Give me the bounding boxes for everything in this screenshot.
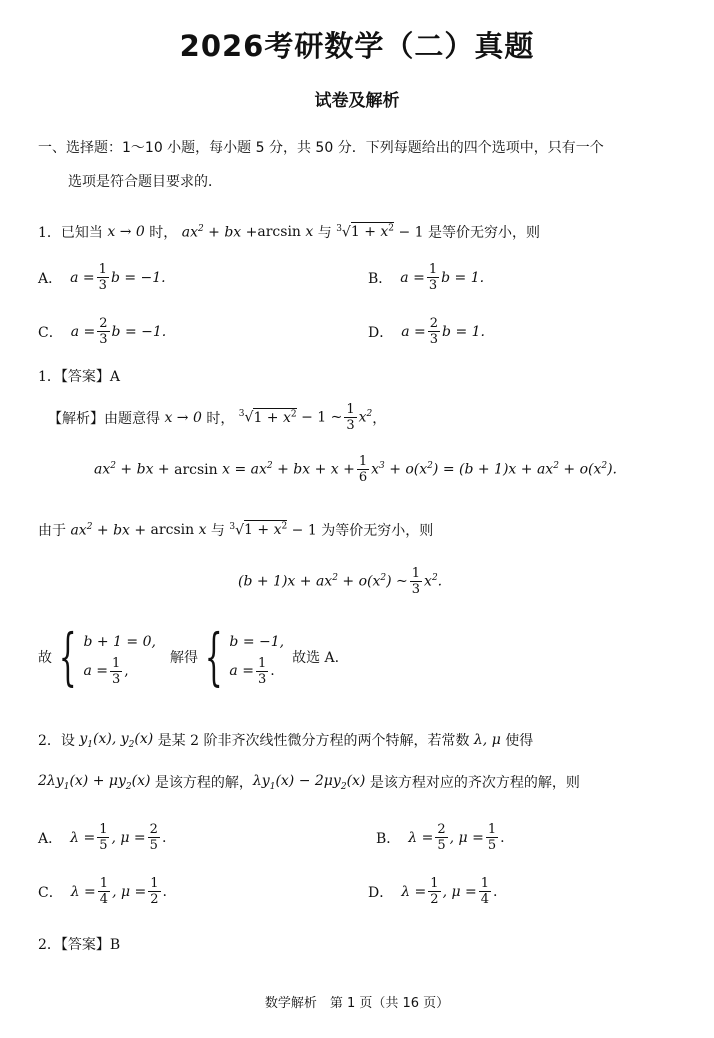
q1-option-a[interactable]: A． a = $\frac{1}{3}$ b = −1. (38, 262, 166, 293)
q2-option-b-label: B． (376, 830, 401, 847)
q1-cuberoot: $^3√1 + x^2 - 1$ (336, 223, 429, 241)
q1-answer-value: A (109, 369, 121, 385)
q2-option-b[interactable]: B． λ = $\frac{2}{5}$ , μ = $\frac{1}{5}$ . (376, 822, 505, 853)
q1-option-b[interactable]: B． a = $\frac{1}{3}$ b = 1. (368, 262, 485, 293)
q2-line2-suffix: 是该方程对应的齐次方程的解，则 (369, 775, 580, 791)
q1-system-1: b + 1 = 0, a = $\frac{1}{3}$ , (83, 633, 156, 687)
q2-option-c[interactable]: C． λ = $\frac{1}{4}$ , μ = $\frac{1}{2}$ . (38, 876, 167, 907)
q1-x: x (300, 224, 318, 240)
section-heading-line2: 选项是符合题目要求的． (68, 174, 222, 190)
q1-analysis-line1: 【解析】 由题意得 x → 0 时， $^3√1 + x^2 - 1$ ~ $\frac{1}{3}$ $x^2$ ， (48, 402, 387, 433)
q2-option-c-label: C． (38, 884, 63, 901)
q1-limit: x → 0 (102, 224, 150, 240)
q1-analysis-line4: $(b + 1)x + ax^2 + o(x^2)$ ~ $\frac{1}{3}$ $x^2$. (238, 566, 443, 597)
q1-solve-label: 解得 (169, 650, 198, 666)
q1-option-c[interactable]: C． a = $\frac{2}{3}$ b = −1. (38, 316, 167, 347)
q1-stem-prefix: 1．已知当 (38, 225, 103, 241)
q1-option-d-frac: $\frac{2}{3}$ (429, 316, 439, 347)
q1-option-a-frac: $\frac{1}{3}$ (98, 262, 107, 293)
q1-analysis-text-b: 时， (206, 410, 235, 427)
q2-option-d-label: D． (368, 884, 394, 901)
q1-analysis-line3: 由于 $ax^2$ + bx + arcsin x 与 $^3√1 + x^2 - 1$ 为等价无穷小，则 (38, 521, 434, 539)
q1-choose: 故选 A. (292, 650, 340, 666)
q2-option-d[interactable]: D． λ = $\frac{1}{2}$ , μ = $\frac{1}{4}$ . (368, 876, 498, 907)
q1-line3-and: 与 (210, 523, 225, 539)
q1-option-b-frac: $\frac{1}{3}$ (428, 262, 438, 293)
q2-stem-suffix: 使得 (505, 733, 534, 749)
q2-stem-mid: 是某 2 阶非齐次线性微分方程的两个特解，若常数 (157, 733, 470, 749)
q1-analysis-line2: $ax^2$ + bx + arcsin $x = ax^2$ + bx + x + $\frac{1}{6}$ $x^3 + o(x^2) = (b + 1)x + ax^2 + o(x^2)$. (94, 454, 618, 485)
q1-option-b-b: b = 1. (441, 269, 485, 286)
q1-option-c-label: C． (38, 324, 63, 341)
q1-stem-and: 与 (317, 225, 332, 241)
q1-option-d-b: b = 1. (442, 323, 485, 340)
q1-analysis-text: 由题意得 (104, 410, 160, 427)
q2-stem-prefix: 2．设 (38, 733, 75, 749)
q1-line3-suffix: 为等价无穷小，则 (321, 523, 434, 539)
q1-answer (38, 366, 120, 386)
q2-stem-line2: $2\lambda y_1(x) + \mu y_2(x)$ 是该方程的解， $\lambda y_1(x) - 2\mu y_2(x)$ 是该方程对应的齐次方程的解，则 (38, 772, 580, 792)
q1-conclusion-prefix: 故 (38, 650, 52, 666)
q1-answer-label: 1．【答案】 (38, 369, 110, 385)
q2-answer-value: B (109, 937, 121, 953)
q1-option-d-label: D． (368, 324, 394, 341)
section-heading-line1: 一、选择题：1～10 小题，每小题 5 分，共 50 分．下列每题给出的四个选项中，只有一个 (38, 140, 604, 156)
page-footer: 数学解析 第 1 页（共 16 页） (264, 996, 450, 1011)
q1-option-b-label: B． (368, 270, 393, 287)
q2-line2-mid: 是该方程的解， (154, 775, 253, 791)
q1-option-a-label: A． (38, 270, 63, 287)
q2-answer-label: 2．【答案】 (38, 937, 110, 953)
q1-option-c-frac: $\frac{2}{3}$ (99, 316, 108, 347)
q1-analysis-label: 【解析】 (48, 410, 104, 427)
q1-conclusion: 故 { b + 1 = 0, a = $\frac{1}{3}$ , 解得 { b = −1, a = $\frac{1}{3}$ . 故选 A. (38, 620, 340, 693)
page-title: 2026考研数学（二）真题 (179, 29, 535, 63)
q1-option-c-b: b = −1. (111, 323, 167, 340)
q2-stem-line1: 2．设 $y_1(x)$, $y_2(x)$ 是某 2 阶非齐次线性微分方程的两个特解，若常数 λ, μ 使得 (38, 730, 534, 750)
q1-stem-suffix: 是等价无穷小，则 (428, 225, 541, 241)
q1-system-2: b = −1, a = $\frac{1}{3}$ . (229, 633, 285, 687)
q2-answer (38, 934, 120, 954)
q1-option-a-b: b = −1. (110, 269, 166, 286)
q1-stem-mid: 时， (149, 225, 178, 241)
q1-line3-prefix: 由于 (38, 523, 66, 539)
q1-stem (38, 222, 540, 242)
q1-expr: $ax^2$ + bx + (177, 223, 258, 241)
page-subtitle: 试卷及解析 (314, 91, 400, 111)
q2-option-a[interactable]: A． λ = $\frac{1}{5}$ , μ = $\frac{2}{5}$ . (38, 822, 167, 853)
q1-arcsin: arcsin (257, 224, 301, 240)
q2-option-a-label: A． (38, 830, 63, 847)
q1-option-d[interactable]: D． a = $\frac{2}{3}$ b = 1. (368, 316, 485, 347)
